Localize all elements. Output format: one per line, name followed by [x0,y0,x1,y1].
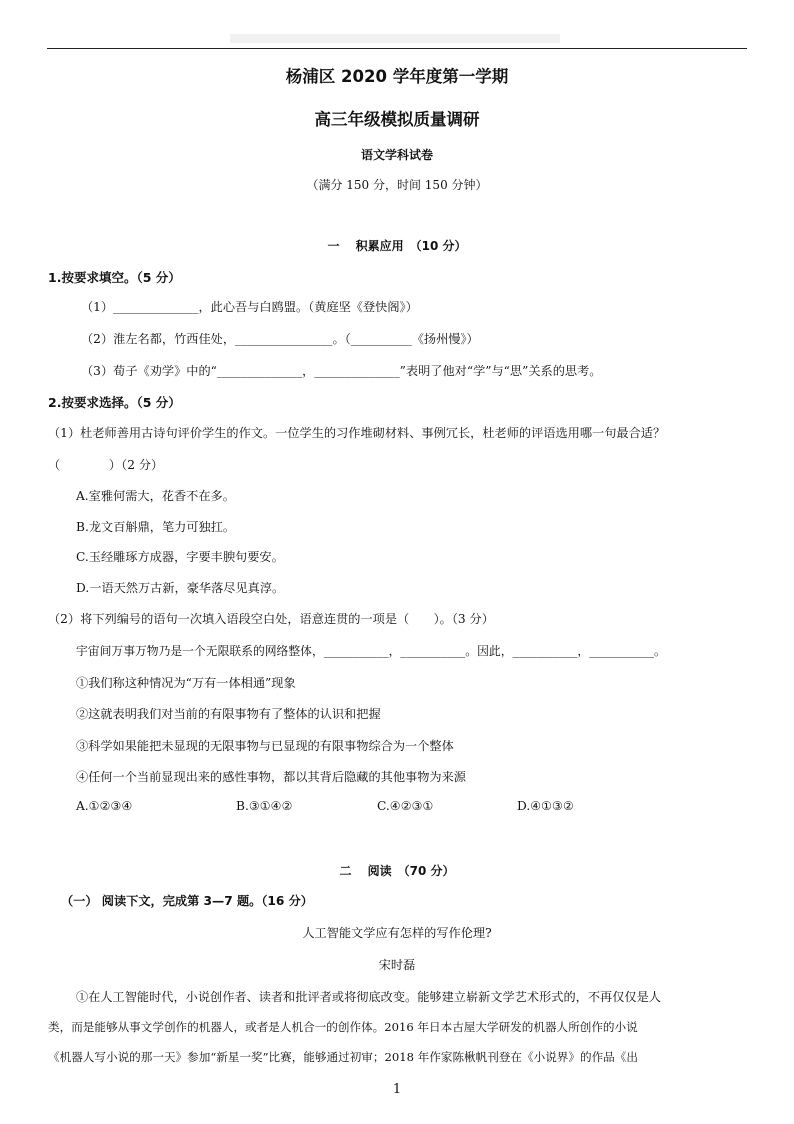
question-1-item-2: （2）淮左名都，竹西佳处，________________。（__________《扬州慢》） [81,332,479,346]
question-2-sub1-answer-paren: （ ）（2 分） [48,458,164,472]
option-b: B.龙文百斛鼎，笔力可独扛。 [76,520,236,534]
paragraph-line-3: 《机器人写小说的那一天》参加“新星一奖”比赛，能够通过初审；2018 年作家陈楸帆刊登在《小说界》的作品《出 [48,1050,638,1064]
article-title: 人工智能文学应有怎样的写作伦理? [302,926,492,940]
header-rule [47,48,747,49]
question-2-sub1-stem: （1）杜老师善用古诗句评价学生的作文。一位学生的习作堆砌材料、事例冗长，杜老师的评语选用哪一句最合适？ [48,426,666,440]
paragraph-line-1: ①在人工智能时代，小说创作者、读者和批评者或将彻底改变。能够建立崭新文学艺术形式的，不再仅仅是人 [76,990,661,1004]
question-1-item-3: （3）荀子《劝学》中的“______________，______________”表明了他对“学”与“思”关系的思考。 [81,364,602,378]
sub2-option-b: B.③①④② [236,799,293,813]
question-2-sub2-stem: （2）将下列编号的语句一次填入语段空白处，语意连贯的一项是（ ）。（3 分） [48,612,494,626]
sub2-option-d: D.④①③② [517,799,574,813]
option-c: C.玉经雕琢方成器，字要丰腴句要安。 [76,550,284,564]
option-d: D.一语天然万古新，豪华落尽见真淳。 [76,581,285,595]
sub2-option-a: A.①②③④ [76,799,133,813]
score-time-note: （满分 150 分，时间 150 分钟） [306,178,488,192]
exam-title: 杨浦区 2020 学年度第一学期 [285,67,509,86]
question-1-item-1: （1）______________，此心吾与白鸥盟。（黄庭坚《登快阁》） [81,300,418,314]
sentence-1: ①我们称这种情况为“万有一体相通”现象 [76,676,296,690]
reading-part-1-title: （一） 阅读下文，完成第 3—7 题。（16 分） [61,894,313,908]
option-a: A.室雅何需大，花香不在多。 [76,489,235,503]
faint-header-mark [230,34,560,43]
question-1-title: 1.按要求填空。（5 分） [48,270,181,285]
section-heading-reading: 二 阅读 （70 分） [339,864,455,878]
paragraph-line-2: 类，而是能够从事文学创作的机器人，或者是人机合一的创作体。2016 年日本古屋大学研发的机器人所创作的小说 [48,1020,638,1034]
page-number: 1 [392,1082,402,1097]
exam-subtitle: 高三年级模拟质量调研 [314,110,480,129]
section-heading-accumulation: 一 积累应用 （10 分） [327,239,467,253]
question-2-sub2-passage: 宇宙间万事万物乃是一个无限联系的网络整体，___________，___________。因此，___________，___________。 [76,644,666,658]
sentence-2: ②这就表明我们对当前的有限事物有了整体的认识和把握 [76,707,381,721]
sentence-3: ③科学如果能把未显现的无限事物与已显现的有限事物综合为一个整体 [76,739,454,753]
subject-label: 语文学科试卷 [360,148,433,162]
sentence-4: ④任何一个当前显现出来的感性事物，都以其背后隐藏的其他事物为来源 [76,770,466,784]
question-2-title: 2.按要求选择。（5 分） [48,395,181,410]
sub2-option-c: C.④②③① [377,799,434,813]
article-author: 宋时磊 [378,958,416,972]
